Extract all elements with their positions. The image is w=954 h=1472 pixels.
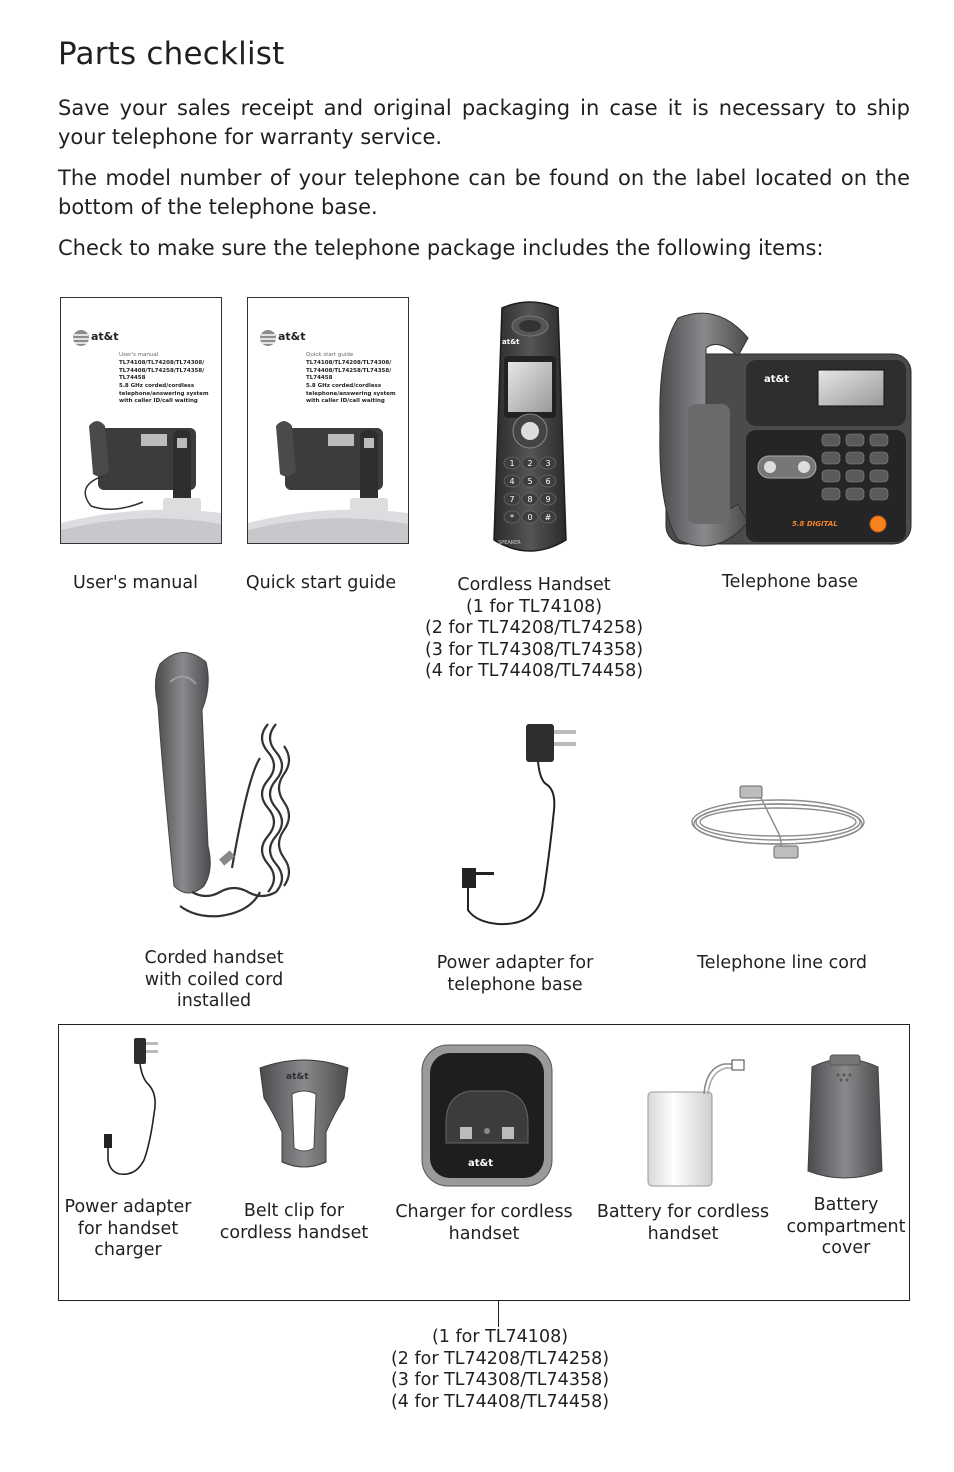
svg-text:2: 2 — [527, 459, 533, 468]
charger-brand-logo: at&t — [468, 1158, 494, 1169]
caption-line: charger — [94, 1240, 162, 1260]
battery-image — [644, 1056, 748, 1188]
svg-text:*: * — [510, 513, 514, 522]
booklet-description: 5.8 GHz corded/cordless telephone/answering system with caller ID/call waiting — [306, 383, 396, 404]
users-manual-image — [60, 297, 222, 544]
booklet-cover-art — [248, 298, 408, 543]
caption-line: (1 for TL74108) — [465, 596, 603, 617]
caption-line: (4 for TL74408/TL74458) — [424, 661, 644, 681]
quantity-line: (1 for TL74108) — [431, 1327, 569, 1347]
handset-brand-logo: at&t — [502, 338, 520, 346]
page-title: Parts checklist — [58, 36, 285, 72]
caption-line: cordless handset — [219, 1222, 369, 1243]
caption-line-cord: Telephone line cord — [697, 953, 867, 973]
intro-check-items: Check to make sure the telephone package includes the following items: — [58, 236, 824, 260]
power-adapter-base-image — [458, 720, 582, 930]
caption-line: (2 for TL74208/TL74258) — [424, 618, 644, 638]
caption-battery-cover — [782, 1195, 910, 1260]
caption-line: Belt clip for — [243, 1201, 345, 1221]
booklet-kind: User's manual — [119, 352, 159, 358]
booklet-cover-art — [61, 298, 221, 543]
quantity-line: (2 for TL74208/TL74258) — [390, 1348, 610, 1369]
svg-text:4: 4 — [509, 477, 515, 486]
battery-cover-image — [804, 1053, 886, 1181]
svg-text:7: 7 — [509, 495, 515, 504]
booklet-brand-logo: at&t — [278, 330, 306, 343]
svg-text:6: 6 — [545, 477, 551, 486]
belt-clip-image — [256, 1058, 352, 1170]
power-adapter-charger-image — [100, 1034, 164, 1178]
caption-line: Cordless Handset — [457, 575, 611, 595]
caption-line: for handset — [77, 1218, 179, 1239]
line-cord-image — [688, 782, 868, 864]
booklet-models: TL74108/TL74208/TL74308/ TL74408/TL74258/TL74358/ TL74458 — [306, 360, 392, 381]
booklet-models: TL74108/TL74208/TL74308/ TL74408/TL74258/TL74358/ TL74458 — [119, 360, 205, 381]
caption-power-adapter-charger — [58, 1197, 198, 1262]
corded-handset-image — [148, 646, 296, 938]
caption-line: installed — [176, 991, 252, 1011]
caption-quick-start-guide: Quick start guide — [245, 573, 397, 593]
caption-cordless-handset — [404, 575, 664, 683]
intro-model-number: The model number of your telephone can be found on the label located on the bottom of the telephone base. — [58, 166, 910, 219]
caption-charger — [388, 1202, 580, 1245]
caption-line: Battery — [813, 1195, 879, 1215]
cordless-handset-image — [488, 300, 572, 558]
booklet-description: 5.8 GHz corded/cordless telephone/answering system with caller ID/call waiting — [119, 383, 209, 404]
svg-text:#: # — [544, 513, 552, 522]
handset-speaker-label: SPEAKER — [498, 540, 521, 546]
caption-users-manual: User's manual — [73, 573, 198, 593]
caption-line: handset — [448, 1223, 520, 1244]
base-brand-logo: at&t — [764, 374, 790, 385]
caption-line: cover — [821, 1238, 871, 1258]
belt-clip-brand-logo: at&t — [286, 1072, 309, 1082]
base-badge: 5.8 DIGITAL — [792, 520, 838, 528]
svg-text:8: 8 — [527, 495, 533, 504]
quantity-connector-line — [498, 1301, 499, 1327]
caption-line: Charger for cordless — [395, 1202, 573, 1222]
svg-text:9: 9 — [545, 495, 551, 504]
svg-text:0: 0 — [527, 513, 533, 522]
telephone-base-image — [658, 308, 913, 554]
caption-line: Power adapter for — [436, 953, 594, 973]
caption-telephone-base: Telephone base — [721, 572, 859, 592]
accessory-quantities — [370, 1327, 630, 1413]
svg-text:5: 5 — [527, 477, 533, 486]
caption-battery — [588, 1202, 778, 1245]
svg-text:3: 3 — [545, 459, 551, 468]
quantity-line: (4 for TL74408/TL74458) — [390, 1391, 610, 1412]
booklet-kind: Quick start guide — [306, 352, 354, 358]
caption-power-adapter-base — [420, 953, 610, 996]
booklet-brand-logo: at&t — [91, 330, 119, 343]
caption-line: with coiled cord — [144, 969, 284, 990]
caption-line: telephone base — [447, 974, 583, 995]
caption-line: Corded handset — [144, 948, 284, 968]
caption-line: handset — [647, 1223, 719, 1244]
caption-line: (3 for TL74308/TL74358) — [424, 639, 644, 660]
caption-corded-handset — [124, 948, 304, 1013]
quick-start-guide-image — [247, 297, 409, 544]
quantity-line: (3 for TL74308/TL74358) — [390, 1370, 610, 1390]
caption-line: compartment — [786, 1216, 906, 1237]
charger-image — [420, 1043, 554, 1188]
caption-belt-clip — [214, 1201, 374, 1244]
svg-text:1: 1 — [509, 459, 515, 468]
caption-line: Battery for cordless — [596, 1202, 770, 1222]
intro-warranty: Save your sales receipt and original packaging in case it is necessary to ship your telephone for warranty service. — [58, 96, 910, 149]
caption-line: Power adapter — [64, 1197, 192, 1217]
